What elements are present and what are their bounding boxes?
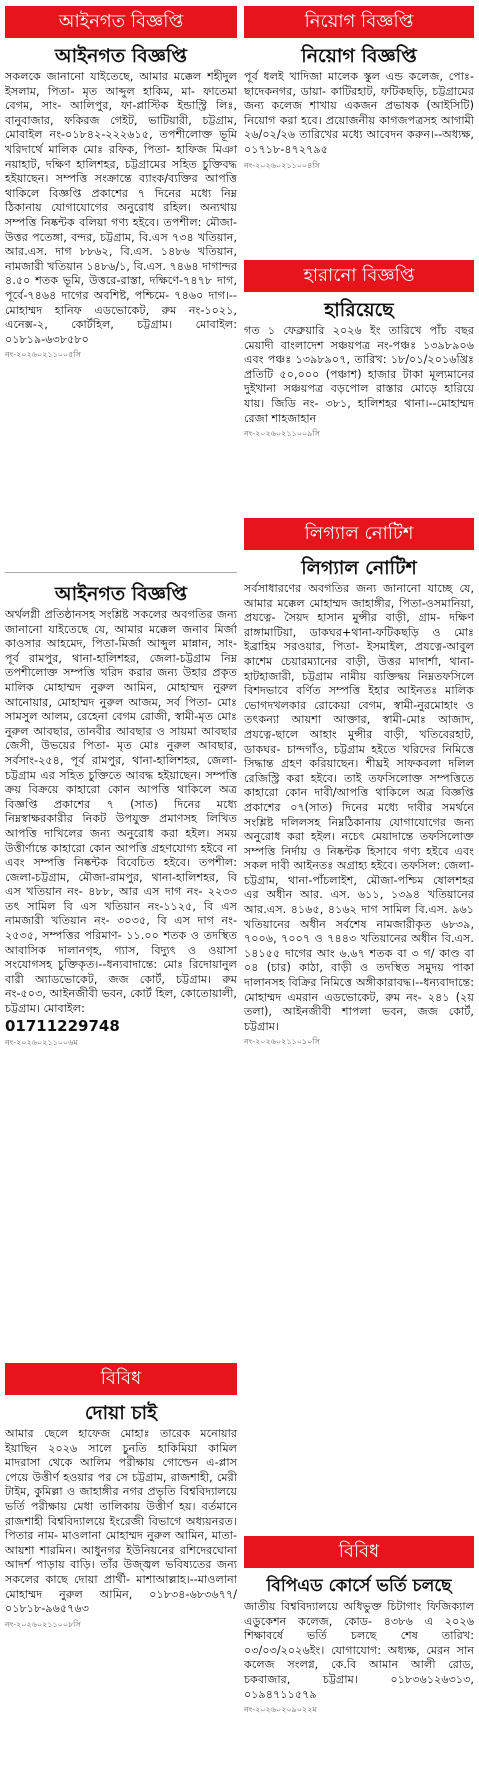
legal-notice-2 <box>5 580 237 1049</box>
section-banner: লিগ্যাল নোটিশ <box>244 518 474 550</box>
ad-body: পূর্ব ধলই খাদিজা মালেক স্কুল এন্ড কলেজ, পোঃ- ছাদেকনগর, ডায়া- কাটিরহাট, ফটিকছড়ি, চট্টগ্রামের জন্য কলেজ শাখায় একজন প্রভাষক (আইসিটি) নিয়োগ করা হবে। প্রয়োজনীয় কাগজপত্রসহ আগামী ২৬/০২/২৬ তারিখের মধ্যে আবেদন করুন।--অধ্যক্ষ, ০১৭১৮-৪৭২৭৯৫ <box>244 70 474 156</box>
ad-body: আমার ছেলে হাফেজ মোহাঃ তারেক মনোয়ার ইয়াছিন ২০২৬ সালে চুনতি হাকিমিয়া কামিল মাদরাসা থেকে আলিম পরীক্ষায় গোল্ডেন এ-প্লাস পেয়ে উত্তীর্ণ হওয়ার পর সে চট্টগ্রাম, রাজশাহী, মেরী টাইম, কুমিল্লা ও জাহাঙ্গীর নগর প্রভৃতি বিশ্ববিদ্যালয়ে ভর্তি পরীক্ষায় মেধা তালিকায় উত্তীর্ণ হয়। বর্তমানে রাজশাহী বিশ্ববিদ্যালয়ে ইংরেজী বিভাগে অধ্যয়নরত। পিতার নাম- মাওলানা মোহাম্মদ নুরুল আমিন, মাতা- আয়শা শারমিন। আধুনগর ইউনিয়নের রশিদেরঘোনা আদর্শ পাড়ায় বাড়ি। তাঁর উজ্জ্বল ভবিষ্যতের জন্য সকলের কাছে দোয়া প্রার্থী- মাশাআল্লাহ।--মাওলানা মোহাম্মদ নুরুল আমিন, ০১৮৩৪-৬৮৩৬৭৭/ ০১৮১৮-৯৬৫৭৬৩ <box>5 1427 237 1616</box>
section-banner: বিবিধ <box>244 1536 474 1568</box>
ad-heading: লিগ্যাল নোটিশ <box>301 557 417 579</box>
legal-notice-3 <box>244 518 474 1048</box>
job-notice <box>244 6 474 172</box>
ad-ref-number: নং-২০২৬০২১১০১০সি <box>244 1037 320 1047</box>
ad-heading: নিয়োগ বিজ্ঞপ্তি <box>301 45 417 67</box>
section-banner: হারানো বিজ্ঞপ্তি <box>244 260 474 292</box>
ad-ref-number: নং-২০২৬০২১১০০৬ম <box>5 1037 78 1047</box>
misc-ad-prayer <box>5 1363 237 1631</box>
ad-ref-number: নং-২০২৬০২০৯০২২ম <box>244 1705 317 1715</box>
section-banner: আইনগত বিজ্ঞপ্তি <box>5 6 237 38</box>
ad-ref-number: নং-২০২৬০২১১০০৫সি <box>5 350 81 360</box>
ad-ref-number: নং-২০২৬০২১১০০৯সি <box>244 429 320 439</box>
ad-body: অর্থলগ্নী প্রতিষ্ঠানসহ সংশ্লিষ্ট সকলের অবগতির জন্য জানানো যাইতেছে যে, আমার মক্কেল জনাব মির্জা কাওসার আহমেদ, পিতা-মির্জা আব্দুল মান্নান, সাং-পূর্ব রামপুর, থানা-হালিশহর, জেলা-চট্টগ্রাম নিম্ন তপশীলোক্ত সম্পত্তি খরিদ করার জন্য উহার প্রকৃত মালিক মোহাম্মদ নুরুল আমিন, মোহাম্মদ নুরুল আনোয়ার, মোহাম্মদ নুরুল আজম, সর্ব পিতা- মোঃ সামসুল আলম, রেহেনা বেগম রোজী, স্বামী-মৃত মোঃ নুরুল আবছার, তানবীর আবছার ও সায়মা আবছার জেসী, উভয়ের পিতা- মৃত মোঃ নুরুল আবছার, সর্বসাং-২৫৪, পূর্ব রামপুর, থানা-হালিশহর, জেলা-চট্টগ্রাম এর সহিত চুক্তিতে আবদ্ধ হইয়াছেন। সম্পত্তি ক্রয় বিক্রয়ে কাহারো কোন আপত্তি থাকিলে অত্র বিজ্ঞপ্তি প্রকাশের ৭ (সাত) দিনের মধ্যে নিম্নস্বাক্ষরকারীর নিকট উপযুক্ত প্রমাণসহ লিখিত আপত্তি দাখিলের জন্য অনুরোধ করা হইল। সময় উত্তীর্ণান্তে কাহারো কোন আপত্তি গ্রহণযোগ্য হইবে না এবং সম্পত্তি নিষ্কন্টক বিবেচিত হইবে। তপশীল: জেলা-চট্টগ্রাম, মৌজা-রামপুর, থানা-হালিশহর, বি এস খতিয়ান নং- ৪৮৮, আর এস দাগ নং- ২২৩৩ তৎ সামিল বি এস খতিয়ান নং-১১২৫, বি এস নামজারী খতিয়ান নং- ৩০৩৫, বি এস দাগ নং- ২৫৩৫, সম্পত্তির পরিমাণ- ১১.০০ শতক ও তদস্থিত আবাসিক দালানগৃহ, গ্যাস, বিদ্যুৎ ও ওয়াসা সংযোগসহ চুক্তিকৃত।--ধন্যবাদান্তে: মোঃ রিদোয়ানুল বারী অ্যাডভোকেট, জজ কোর্ট, চট্টগ্রাম। রুম নং-৫০৩, আইনজীবী ভবন, কোর্ট হিল, কোতোয়ালী, চট্টগ্রাম। মোবাইল: <box>5 608 237 1016</box>
lost-notice <box>244 260 474 440</box>
ad-heading: আইনগত বিজ্ঞপ্তি <box>55 45 187 67</box>
legal-notice-1 <box>5 6 237 361</box>
ad-body: গত ১ ফেব্রুয়ারি ২০২৬ ইং তারিখে পাঁচ বছর মেয়াদী বাংলাদেশ সঞ্চয়পত্র নং-পঞ্চঃ ১৩৯৮৯০৬ এবং পঞ্চঃ ১৩৯৮৯০৭, তারিখ: ১৮/০১/২০১৬খ্রিঃ প্রতিটি ৫০,০০০ (পঞ্চাশ) হাজার টাকা মূল্যমানের দুইখানা সঞ্চয়পত্র বড়পোল রাস্তার মোড়ে হারিয়ে যায়। জিডি নং- ৩৮১, হালিশহর থানা।--মোহাম্মদ রেজা শাহজাহান <box>244 324 474 425</box>
divider <box>5 572 237 573</box>
ad-heading: দোয়া চাই <box>84 1402 158 1424</box>
ad-ref-number: নং-২০২৬০২১১০০৮সি <box>5 1619 81 1629</box>
ad-phone: 01711229748 <box>5 1016 120 1035</box>
ad-heading: বিপিএড কোর্সে ভর্তি চলছে <box>266 1576 452 1596</box>
misc-ad-admission <box>244 1536 474 1716</box>
section-banner: নিয়োগ বিজ্ঞপ্তি <box>244 6 474 38</box>
ad-body: সর্বসাধারণের অবগতির জন্য জানানো যাচ্ছে যে, আমার মক্কেল মোহাম্মদ জাহাঙ্গীর, পিতা-ওসমানিয়া, প্রযত্নে- সৈয়দ হাসান মুন্সীর বাড়ী, গ্রাম- দক্ষিণ রাঙ্গামাটিয়া, ডাকঘর+থানা-ফটিকছড়ি ও মোঃ ইব্রাহিম সরওয়ার, পিতা- ইসমাইল, প্রযত্নে-আবুল কাশেম চেয়ারম্যানের বাড়ী, উত্তর মাদার্শা, থানা-হাটহাজারী, চট্টগ্রাম নামীয় ব্যক্তিদ্বয় নিম্নতফসিলে বিশদভাবে বর্ণিত সম্পত্তি ইহার আইনতঃ মালিক ভোগদখলকার রোকেয়া বেগম, স্বামী-নুরমোহাং ও তৎকন্যা আয়শা আক্তার, স্বামী-মোঃ আজাদ, প্রযত্নে-ছালে আহাং মুন্সীর বাড়ী, খতিবেরহাট, ডাকঘর- চান্দগাঁও, চট্টগ্রাম হইতে খরিদের নিমিত্তে সিদ্ধান্ত গ্রহণ করিয়াছেন। শীঘ্রই সাফকবলা দলিল রেজিস্ট্রি করা হইবে। তাই তফসিলোক্ত সম্পত্তিতে কাহারো কোন দাবী/আপত্তি থাকিলে অত্র বিজ্ঞপ্তি প্রকাশের ০৭(সাত) দিনের মধ্যে দাবীর সমর্থনে সংশ্লিষ্ট দলিলসহ নিম্নঠিকানায় যোগাযোগের জন্য অনুরোধ করা হইল। নচেৎ মেয়াদান্তে তফসিলোক্ত সম্পত্তি নির্দায় ও নিষ্কন্টক হিসাবে গণ্য হইবে এবং সকল দাবী আইনতঃ অগ্রাহ্য হইবে। তফসিল: জেলা-চট্টগ্রাম, থানা-পাঁচলাইশ, মৌজা-পশ্চিম ষোলশহর এর অধীন আর. এস. ৬১১, ১৩৯৪ খতিয়ানের আর.এস. ৪১৬৫, ৪১৬২ দাগ সামিল বি.এস. ৯৬১ খতিয়ানের অধীন সর্বশেষ নামজারীকৃত ৬৮৩৯, ৭০০৬, ৭০০৭ ও ৭৪৪৩ খতিয়ানের অধীন বি.এস. ১৪১৫৫ দাগের আং ৬.৬৭ শতক বা ৩ গ/ কাণ্ড বা ০৪ (চার) কাঠা, বাড়ী ও তদস্থিত সমুদয় পাকা দালানসহ বিক্রির নিমিত্তে অঙ্গীকারাবদ্ধ।--ধন্যবাদান্তে: মোহাম্মদ এমরান এডভোকেট, রুম নং- ২৪১ (২য় তলা), আইনজীবী শাপলা ভবন, জজ কোর্ট, চট্টগ্রাম। <box>244 582 474 1033</box>
section-banner: বিবিধ <box>5 1363 237 1395</box>
ad-ref-number: নং-২০২৬০২১১০০৪সি <box>244 160 320 170</box>
ad-heading: হারিয়েছে <box>324 299 394 321</box>
ad-body: সকলকে জানানো যাইতেছে, আমার মক্কেল শহীদুল ইসলাম, পিতা- মৃত আব্দুল হাকিম, মা- ফাতেমা বেগম, সাং- আলিপুর, ফা-প্লাস্টিক ইন্ডাস্ট্রি লিঃ, বানুবাজার, ফকিরজ গেইট, ভাটিয়ারী, চট্টগ্রাম, মোবাইল নং-০১৮৪২-২২২৬১৫, তপশীলোক্ত ভূমি খরিদার্থে মালিক মোঃ রফিক, পিতা- হাফিজ মিঞা নয়াহাট, দক্ষিণ হালিশহর, চট্টগ্রামের সহিত চুক্তিবদ্ধ হইয়াছেন। সম্পত্তি সংক্রান্তে ব্যাংক/ব্যক্তির আপত্তি থাকিলে বিজ্ঞপ্তি প্রকাশের ৭ দিনের মধ্যে নিম্ন ঠিকানায় যোগাযোগের অনুরোধ রহিল। অন্যথায় সম্পত্তি নিষ্কন্টক বলিয়া গণ্য হইবে। তপশীল: মৌজা-উত্তর পতেঙ্গা, বন্দর, চট্টগ্রাম, বি.এস ৭৩৪ খতিয়ান, আর.এস. দাগ ৮৮৬২, বি.এস. ১৪৮৬ খতিয়ান, নামজারী খতিয়ান ১৪৮৬/১, বি.এস. ৭৪৬৪ দাগান্দর ৪.৫০ শতক ভূমি, উত্তরে-রাস্তা, দক্ষিণে-৭৪৭৮ দাগ, পূর্বে-৭৪৬৪ দাগের অবশিষ্ট, পশ্চিমে- ৭৪৬০ দাগ।--মোহাম্মদ হানিফ এডভোকেট, রুম নং-১০২১, এনেক্স-২, কোর্টহিল, চট্টগ্রাম। মোবাইল: ০১৮১৯-৬৩৮৫৮০ <box>5 70 237 346</box>
ad-heading: আইনগত বিজ্ঞপ্তি <box>55 583 187 605</box>
ad-body: জাতীয় বিশ্ববিদ্যালয়ে অধিভুক্ত চিটাগাং ফিজিক্যাল এডুকেশন কলেজ, কোড- ৪৩৮৬ এ ২০২৬ শিক্ষাবর্ষে ভর্তি চলছে শেষ তারিখ: ০৩/০৩/২০২৬ইং। যোগাযোগ: অধ্যক্ষ, মেরন সান কলেজ সংলগ্ন, কে.বি আমান আলী রোড, চকবাজার, চট্টগ্রাম। ০১৮৩৬১২৬৩১৩, ০১৯৪৭১১৫৭৯ <box>244 1600 474 1701</box>
